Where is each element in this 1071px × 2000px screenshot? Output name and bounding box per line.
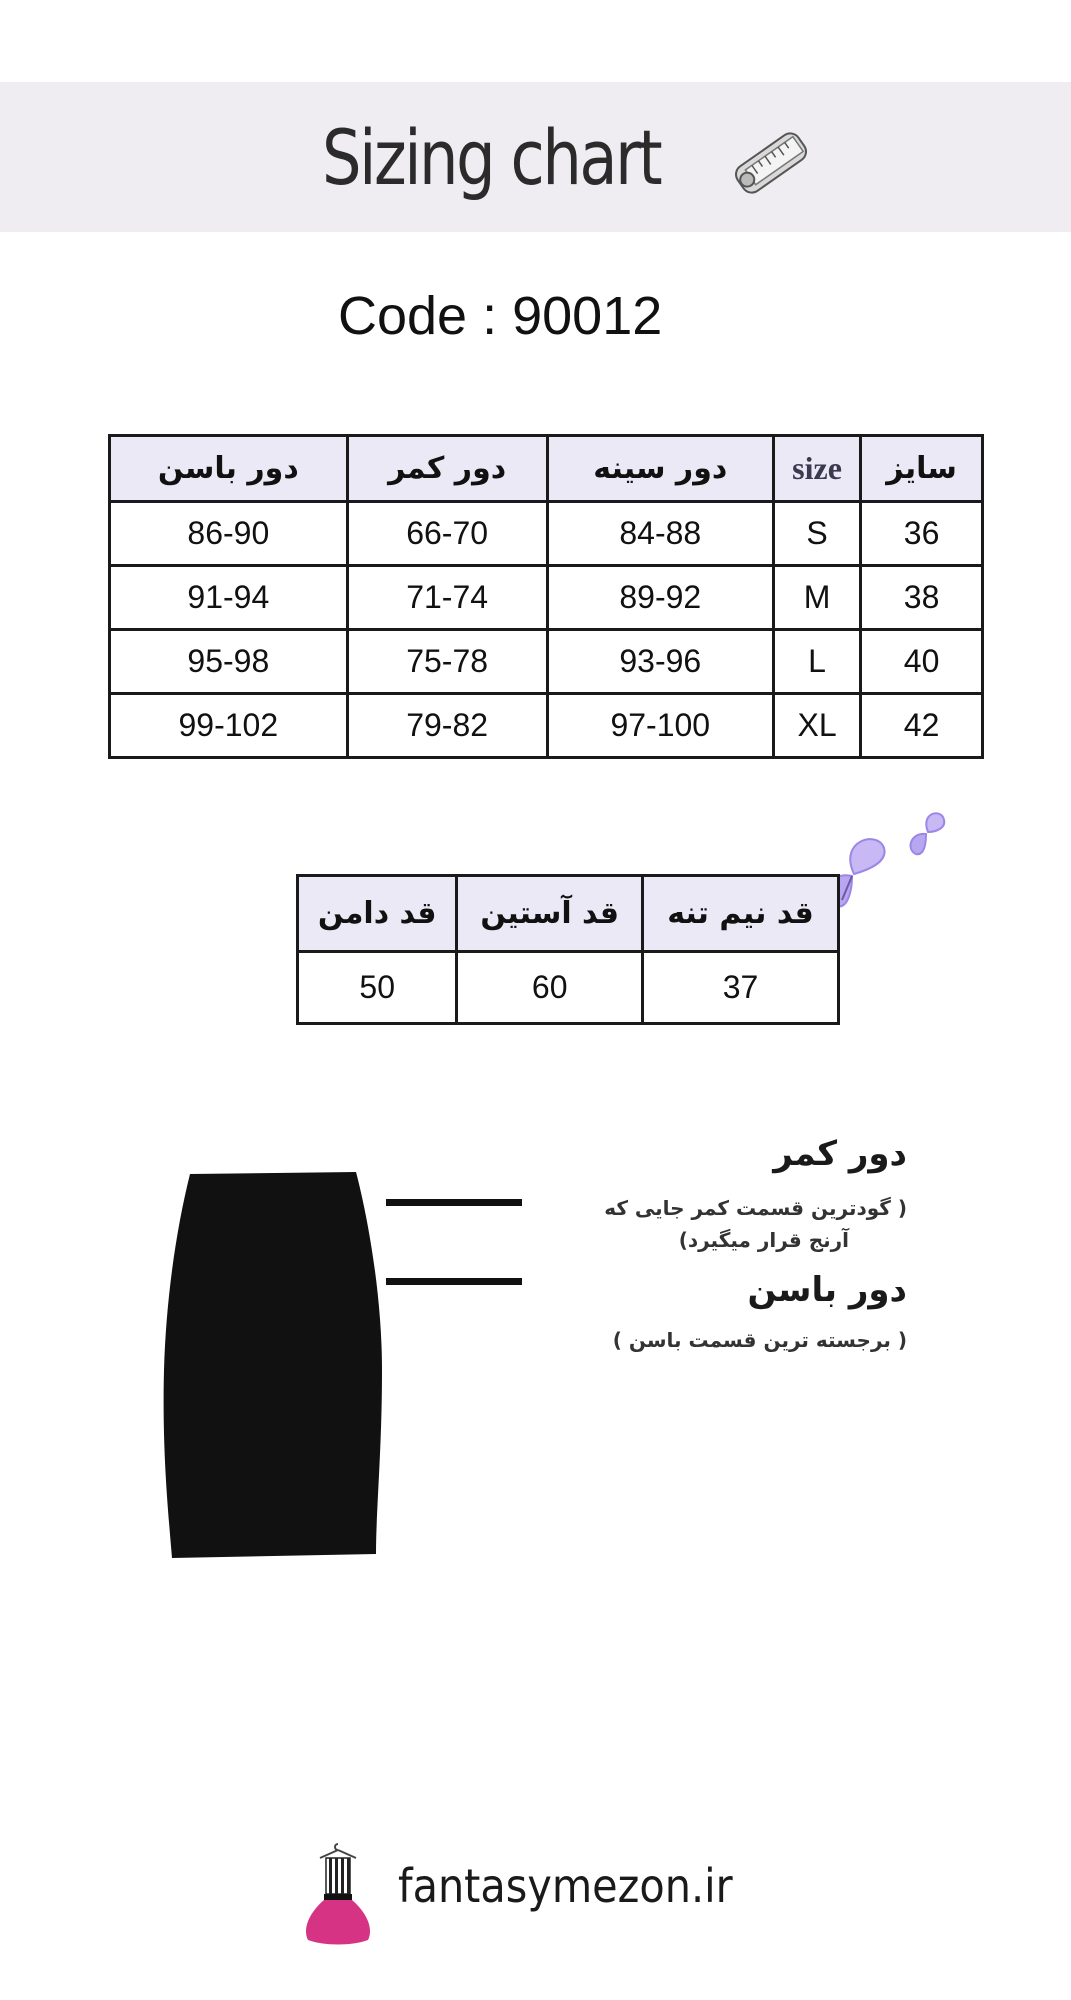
hip-cell: 86-90 [110, 502, 348, 566]
waist-note-line2: آرنج قرار میگیرد) [678, 1228, 849, 1252]
hip-cell: 99-102 [110, 694, 348, 758]
header-skirt-length: قد دامن [298, 876, 457, 952]
size-letter-cell: L [773, 630, 860, 694]
waist-cell: 79-82 [347, 694, 547, 758]
hip-note: ( برجسته ترین قسمت باسن ) [612, 1328, 907, 1352]
measuring-tape-icon [726, 118, 816, 208]
waist-indicator-line [386, 1199, 522, 1206]
header-chest: دور سینه [547, 436, 773, 502]
chest-cell: 84-88 [547, 502, 773, 566]
size-letter-cell: XL [773, 694, 860, 758]
sleeve-length-cell: 60 [457, 952, 643, 1024]
table-row [298, 952, 839, 1024]
chest-cell: 97-100 [547, 694, 773, 758]
size-letter-cell: M [773, 566, 860, 630]
skirt-length-cell: 50 [298, 952, 457, 1024]
chest-cell: 89-92 [547, 566, 773, 630]
header-size-fa: سایز [861, 436, 983, 502]
waist-cell: 71-74 [347, 566, 547, 630]
size-letter-cell: S [773, 502, 860, 566]
header-top-length: قد نیم تنه [643, 876, 839, 952]
length-table-header-row [298, 876, 839, 952]
waist-cell: 66-70 [347, 502, 547, 566]
hip-cell: 95-98 [110, 630, 348, 694]
table-row [110, 630, 983, 694]
hip-label: دور باسن [747, 1270, 907, 1310]
size-table-header-row [110, 436, 983, 502]
hip-cell: 91-94 [110, 566, 348, 630]
butterfly-small-icon [902, 806, 954, 858]
site-url[interactable]: fantasymezon.ir [398, 1859, 733, 1913]
dress-logo-icon [302, 1842, 374, 1946]
header-hip: دور باسن [110, 436, 348, 502]
hip-indicator-line [386, 1278, 522, 1285]
chest-cell: 93-96 [547, 630, 773, 694]
top-length-cell: 37 [643, 952, 839, 1024]
size-number-cell: 40 [861, 630, 983, 694]
size-table [108, 434, 984, 759]
size-number-cell: 36 [861, 502, 983, 566]
header-size-en: size [773, 436, 860, 502]
header-sleeve-length: قد آستین [457, 876, 643, 952]
table-row [110, 566, 983, 630]
page-title: Sizing chart [322, 113, 661, 202]
waist-cell: 75-78 [347, 630, 547, 694]
table-row [110, 694, 983, 758]
waist-label: دور کمر [773, 1134, 907, 1174]
size-number-cell: 38 [861, 566, 983, 630]
pencil-skirt-illustration [160, 1170, 390, 1560]
waist-note-line1: ( گودترین قسمت کمر جایی که [604, 1196, 907, 1220]
size-number-cell: 42 [861, 694, 983, 758]
header-waist: دور کمر [347, 436, 547, 502]
product-code: Code : 90012 [338, 286, 663, 346]
length-table [296, 874, 840, 1025]
table-row [110, 502, 983, 566]
